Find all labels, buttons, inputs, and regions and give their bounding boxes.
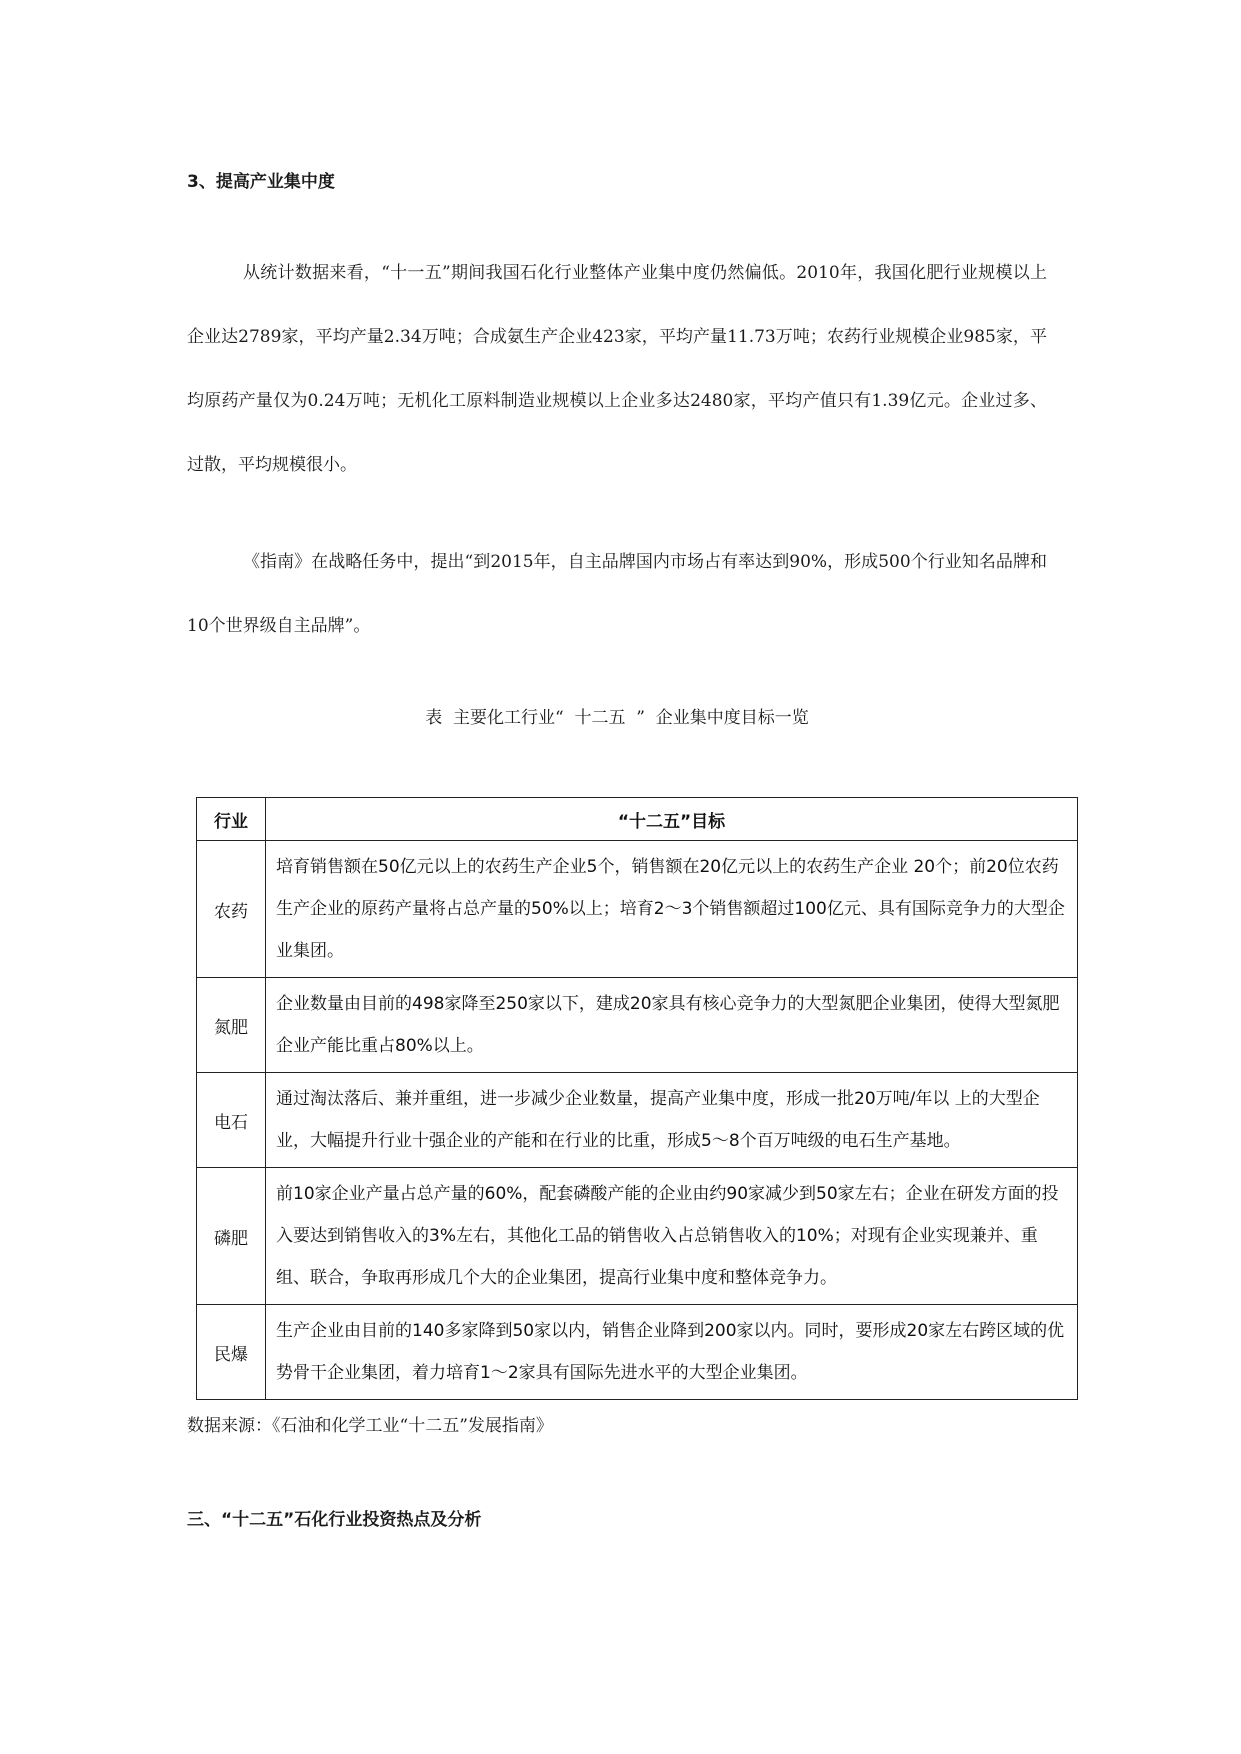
table-row [197,841,1078,978]
target-cell: 前10家企业产量占总产量的60%，配套磷酸产能的企业由约90家减少到50家左右；企业在研发方面的投入要达到销售收入的3%左右，其他化工品的销售收入占总销售收入的10%；对现有企业实现兼并、重组、联合，争取再形成几个大的企业集团，提高行业集中度和整体竞争力。 [266,1168,1078,1305]
target-cell: 培育销售额在50亿元以上的农药生产企业5个，销售额在20亿元以上的农药生产企业 20个；前20位农药生产企业的原药产量将占总产量的50%以上；培育2～3个销售额超过100亿元、具有国际竞争力的大型企业集团。 [266,841,1078,978]
table-caption: 表 主要化工行业“ 十二五 ” 企业集中度目标一览 [425,708,809,728]
section-heading: 3、提高产业集中度 [187,172,335,192]
table-header-row [197,798,1078,841]
paragraph-statistics: 从统计数据来看，“十一五”期间我国石化行业整体产业集中度仍然偏低。2010年，我国化肥行业规模以上企业达2789家，平均产量2.34万吨；合成氨生产企业423家，平均产量11.73万吨；农药行业规模企业985家，平均原药产量仅为0.24万吨；无机化工原料制造业规模以上企业多达2480家，平均产值只有1.39亿元。企业过多、过散，平均规模很小。 [187,263,1047,475]
header-industry: 行业 [197,798,266,841]
table-row [197,1305,1078,1400]
target-cell: 生产企业由目前的140多家降到50家以内，销售企业降到200家以内。同时，要形成20家左右跨区域的优势骨干企业集团，着力培育1～2家具有国际先进水平的大型企业集团。 [266,1305,1078,1400]
target-cell: 企业数量由目前的498家降至250家以下，建成20家具有核心竞争力的大型氮肥企业集团，使得大型氮肥企业产能比重占80%以上。 [266,978,1078,1073]
target-cell: 通过淘汰落后、兼并重组，进一步减少企业数量，提高产业集中度，形成一批20万吨/年以 上的大型企业，大幅提升行业十强企业的产能和在行业的比重，形成5～8个百万吨级的电石生产基地。 [266,1073,1078,1168]
paragraph-guideline: 《指南》在战略任务中，提出“到2015年，自主品牌国内市场占有率达到90%，形成500个行业知名品牌和10个世界级自主品牌”。 [187,552,1047,636]
header-target: “十二五”目标 [266,798,1078,841]
industry-cell: 农药 [197,841,266,978]
table-row [197,978,1078,1073]
industry-cell: 民爆 [197,1305,266,1400]
industry-cell: 氮肥 [197,978,266,1073]
industry-cell: 电石 [197,1073,266,1168]
table-row [197,1168,1078,1305]
next-section-heading: 三、“十二五”石化行业投资热点及分析 [187,1510,482,1530]
industry-cell: 磷肥 [197,1168,266,1305]
table-row [197,1073,1078,1168]
source-note: 数据来源：《石油和化学工业“十二五”发展指南》 [187,1416,553,1436]
targets-table [196,797,1078,1400]
